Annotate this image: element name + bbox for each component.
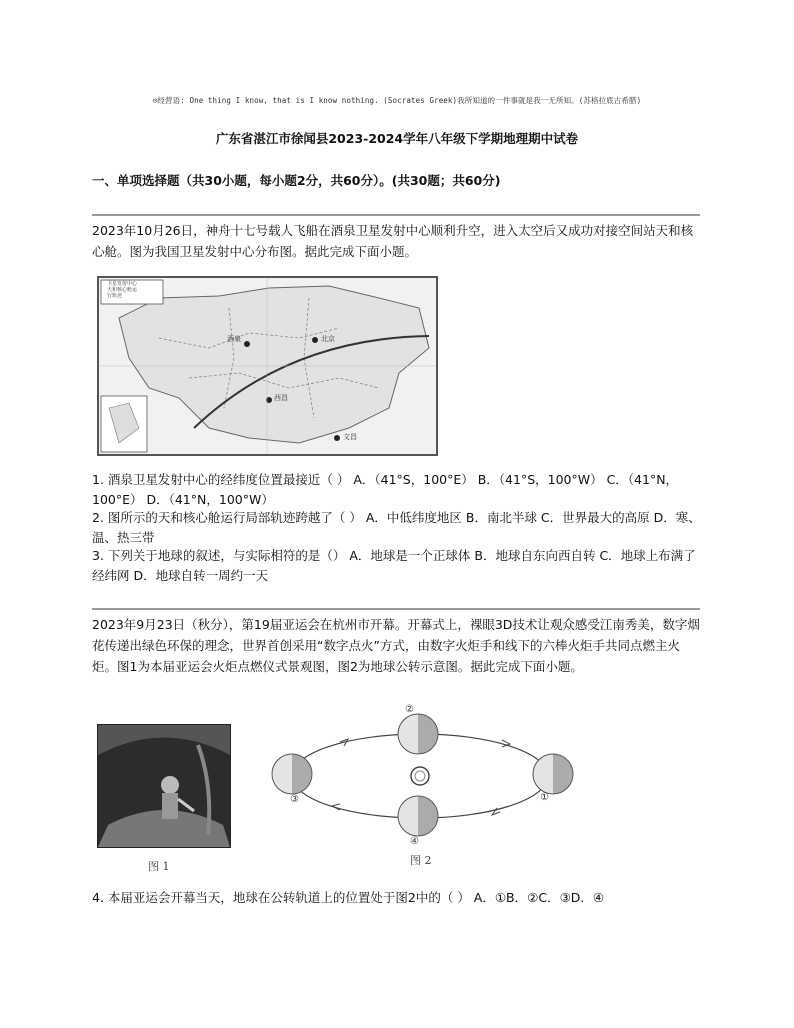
earth-orbit-diagram	[270, 704, 580, 854]
divider	[92, 214, 700, 216]
map-label-jiuquan: 酒泉	[227, 335, 241, 343]
question-3: 3. 下列关于地球的叙述，与实际相符的是（） A．地球是一个正球体 B．地球自东向西自转 C．地球上布满了经纬网 D．地球自转一周约一天	[92, 548, 696, 583]
page-title: 广东省湛江市徐闻县2023-2024学年八年级下学期地理期中试卷	[215, 131, 579, 146]
orbit-position-3: ③	[290, 794, 299, 805]
photo-graphic	[98, 725, 230, 847]
orbit-position-2: ②	[405, 704, 414, 715]
legend-item: 天和核心舱运	[107, 287, 138, 293]
divider	[92, 608, 700, 610]
map-label-wenchang: 文昌	[343, 433, 357, 441]
question-4: 4. 本届亚运会开幕当天，地球在公转轨道上的位置处于图2中的（ ） A．①B．②C．③D．④	[92, 890, 605, 905]
orbit-position-4: ④	[410, 836, 419, 847]
figure-1-label: 图 1	[148, 860, 170, 873]
torch-lighting-photo	[97, 724, 231, 848]
map-label-xichang: 西昌	[274, 394, 288, 402]
passage-2: 2023年9月23日（秋分），第19届亚运会在杭州市开幕。开幕式上，裸眼3D技术让观众感受江南秀美，数字烟花传递出绿色环保的理念，世界首创采用“数字点火”方式，由数字火炬手和线下的六棒火炬手共同点燃主火炬。图1为本届亚运会火炬点燃仪式景观图，图2为地球公转示意图。据此完成下面小题。	[92, 617, 700, 674]
question-1: 1. 酒泉卫星发射中心的经纬度位置最接近（ ） A．（41°S，100°E） B．（41°S，100°W） C．（41°N，100°E） D．（41°N，100°W）	[92, 472, 679, 507]
section-heading: 一、单项选择题（共30小题，每小题2分，共60分）。(共30题；共60分)	[92, 173, 501, 188]
legend-item: 行轨迹	[107, 293, 123, 299]
header-note: ⊙经营语: One thing I know, that is I know nothing. (Socrates Greek)我所知道的一件事就是我一无所知。(苏格拉底古希腊)	[152, 96, 642, 105]
launch-center-map	[97, 276, 438, 456]
china-map-graphic	[99, 278, 436, 454]
passage-1: 2023年10月26日，神舟十七号载人飞船在酒泉卫星发射中心顺利升空，进入太空后又成功对接空间站天和核心舱。图为我国卫星发射中心分布图。据此完成下面小题。	[92, 223, 694, 259]
map-legend	[107, 281, 137, 299]
figure-2-label: 图 2	[410, 854, 432, 867]
orbit-position-1: ①	[540, 792, 549, 803]
legend-item: 卫星发射中心	[107, 281, 138, 287]
orbit-graphic	[270, 704, 580, 854]
question-2: 2. 图所示的天和核心舱运行局部轨迹跨越了（ ） A．中低纬度地区 B．南北半球 C．世界最大的高原 D．寒、温、热三带	[92, 510, 701, 545]
map-label-beijing: 北京	[321, 335, 335, 343]
